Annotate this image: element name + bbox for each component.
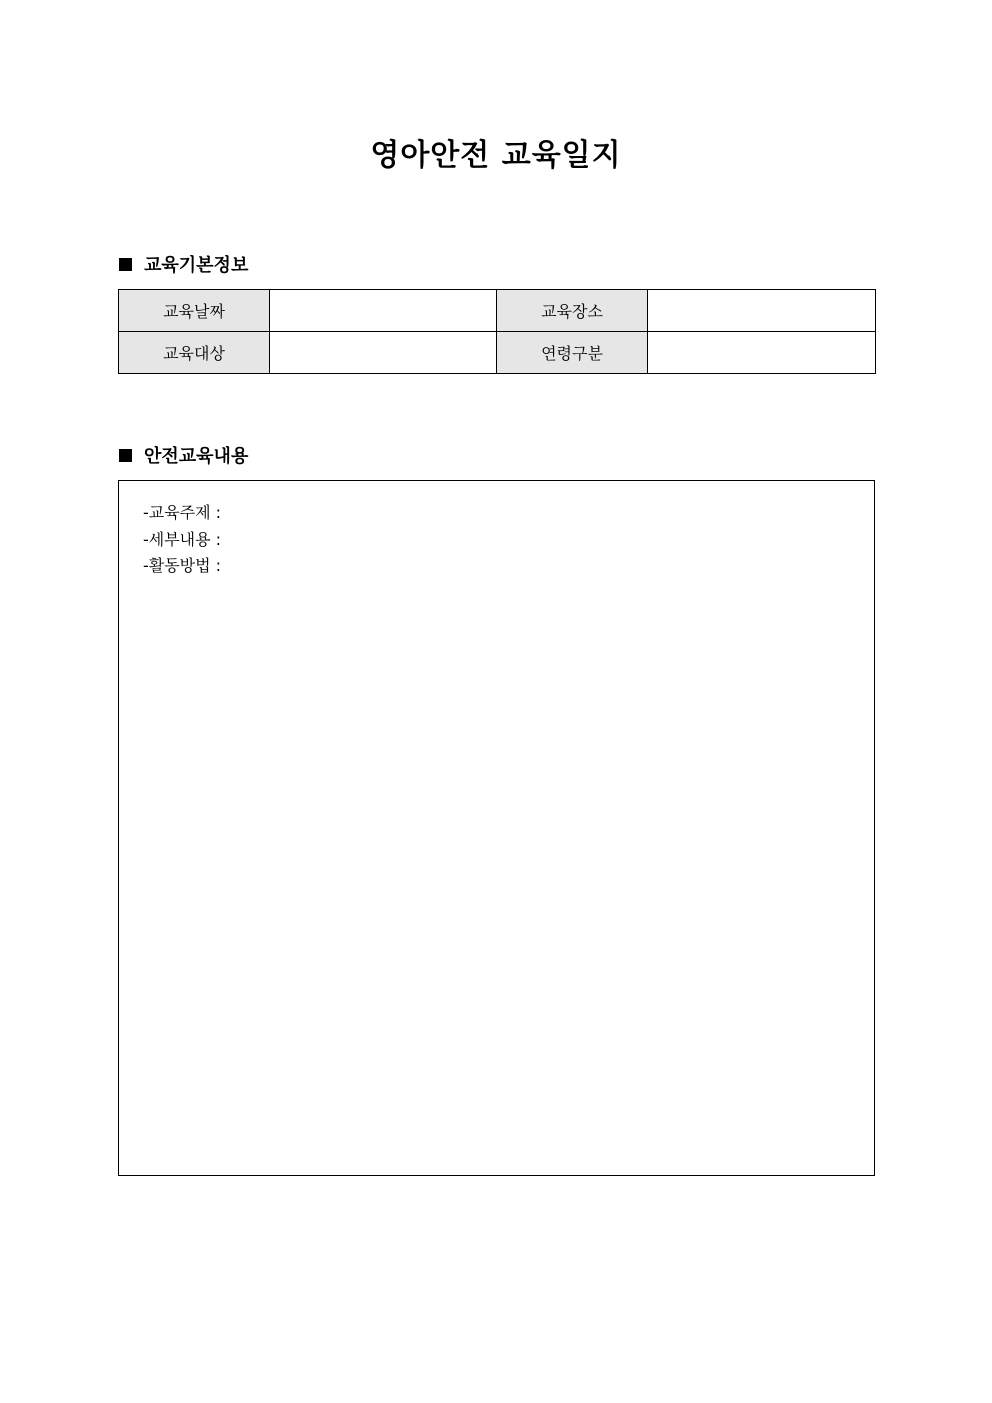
education-topic-line: -교육주제 : — [143, 503, 222, 522]
education-place-label: 교육장소 — [497, 290, 648, 332]
table-row — [119, 332, 876, 374]
page-title: 영아안전 교육일지 — [370, 138, 622, 173]
education-date-label: 교육날짜 — [119, 290, 270, 332]
basic-info-table — [118, 289, 876, 374]
section-header-label: 교육기본정보 — [144, 255, 249, 276]
education-target-label: 교육대상 — [119, 332, 270, 374]
section-header-label: 안전교육내용 — [144, 446, 249, 467]
education-place-field[interactable] — [648, 290, 876, 332]
table-row — [119, 290, 876, 332]
section-header-safety-content — [119, 442, 248, 468]
activity-method-line: -활동방법 : — [143, 556, 222, 575]
black-square-bullet-icon — [119, 449, 132, 462]
education-target-field[interactable] — [270, 332, 497, 374]
age-group-field[interactable] — [648, 332, 876, 374]
education-date-field[interactable] — [270, 290, 497, 332]
section-header-basic-info — [119, 251, 248, 277]
black-square-bullet-icon — [119, 258, 132, 271]
content-lines — [143, 500, 221, 580]
age-group-label: 연령구분 — [497, 332, 648, 374]
safety-content-box[interactable] — [118, 480, 875, 1176]
detail-content-line: -세부내용 : — [143, 529, 222, 549]
